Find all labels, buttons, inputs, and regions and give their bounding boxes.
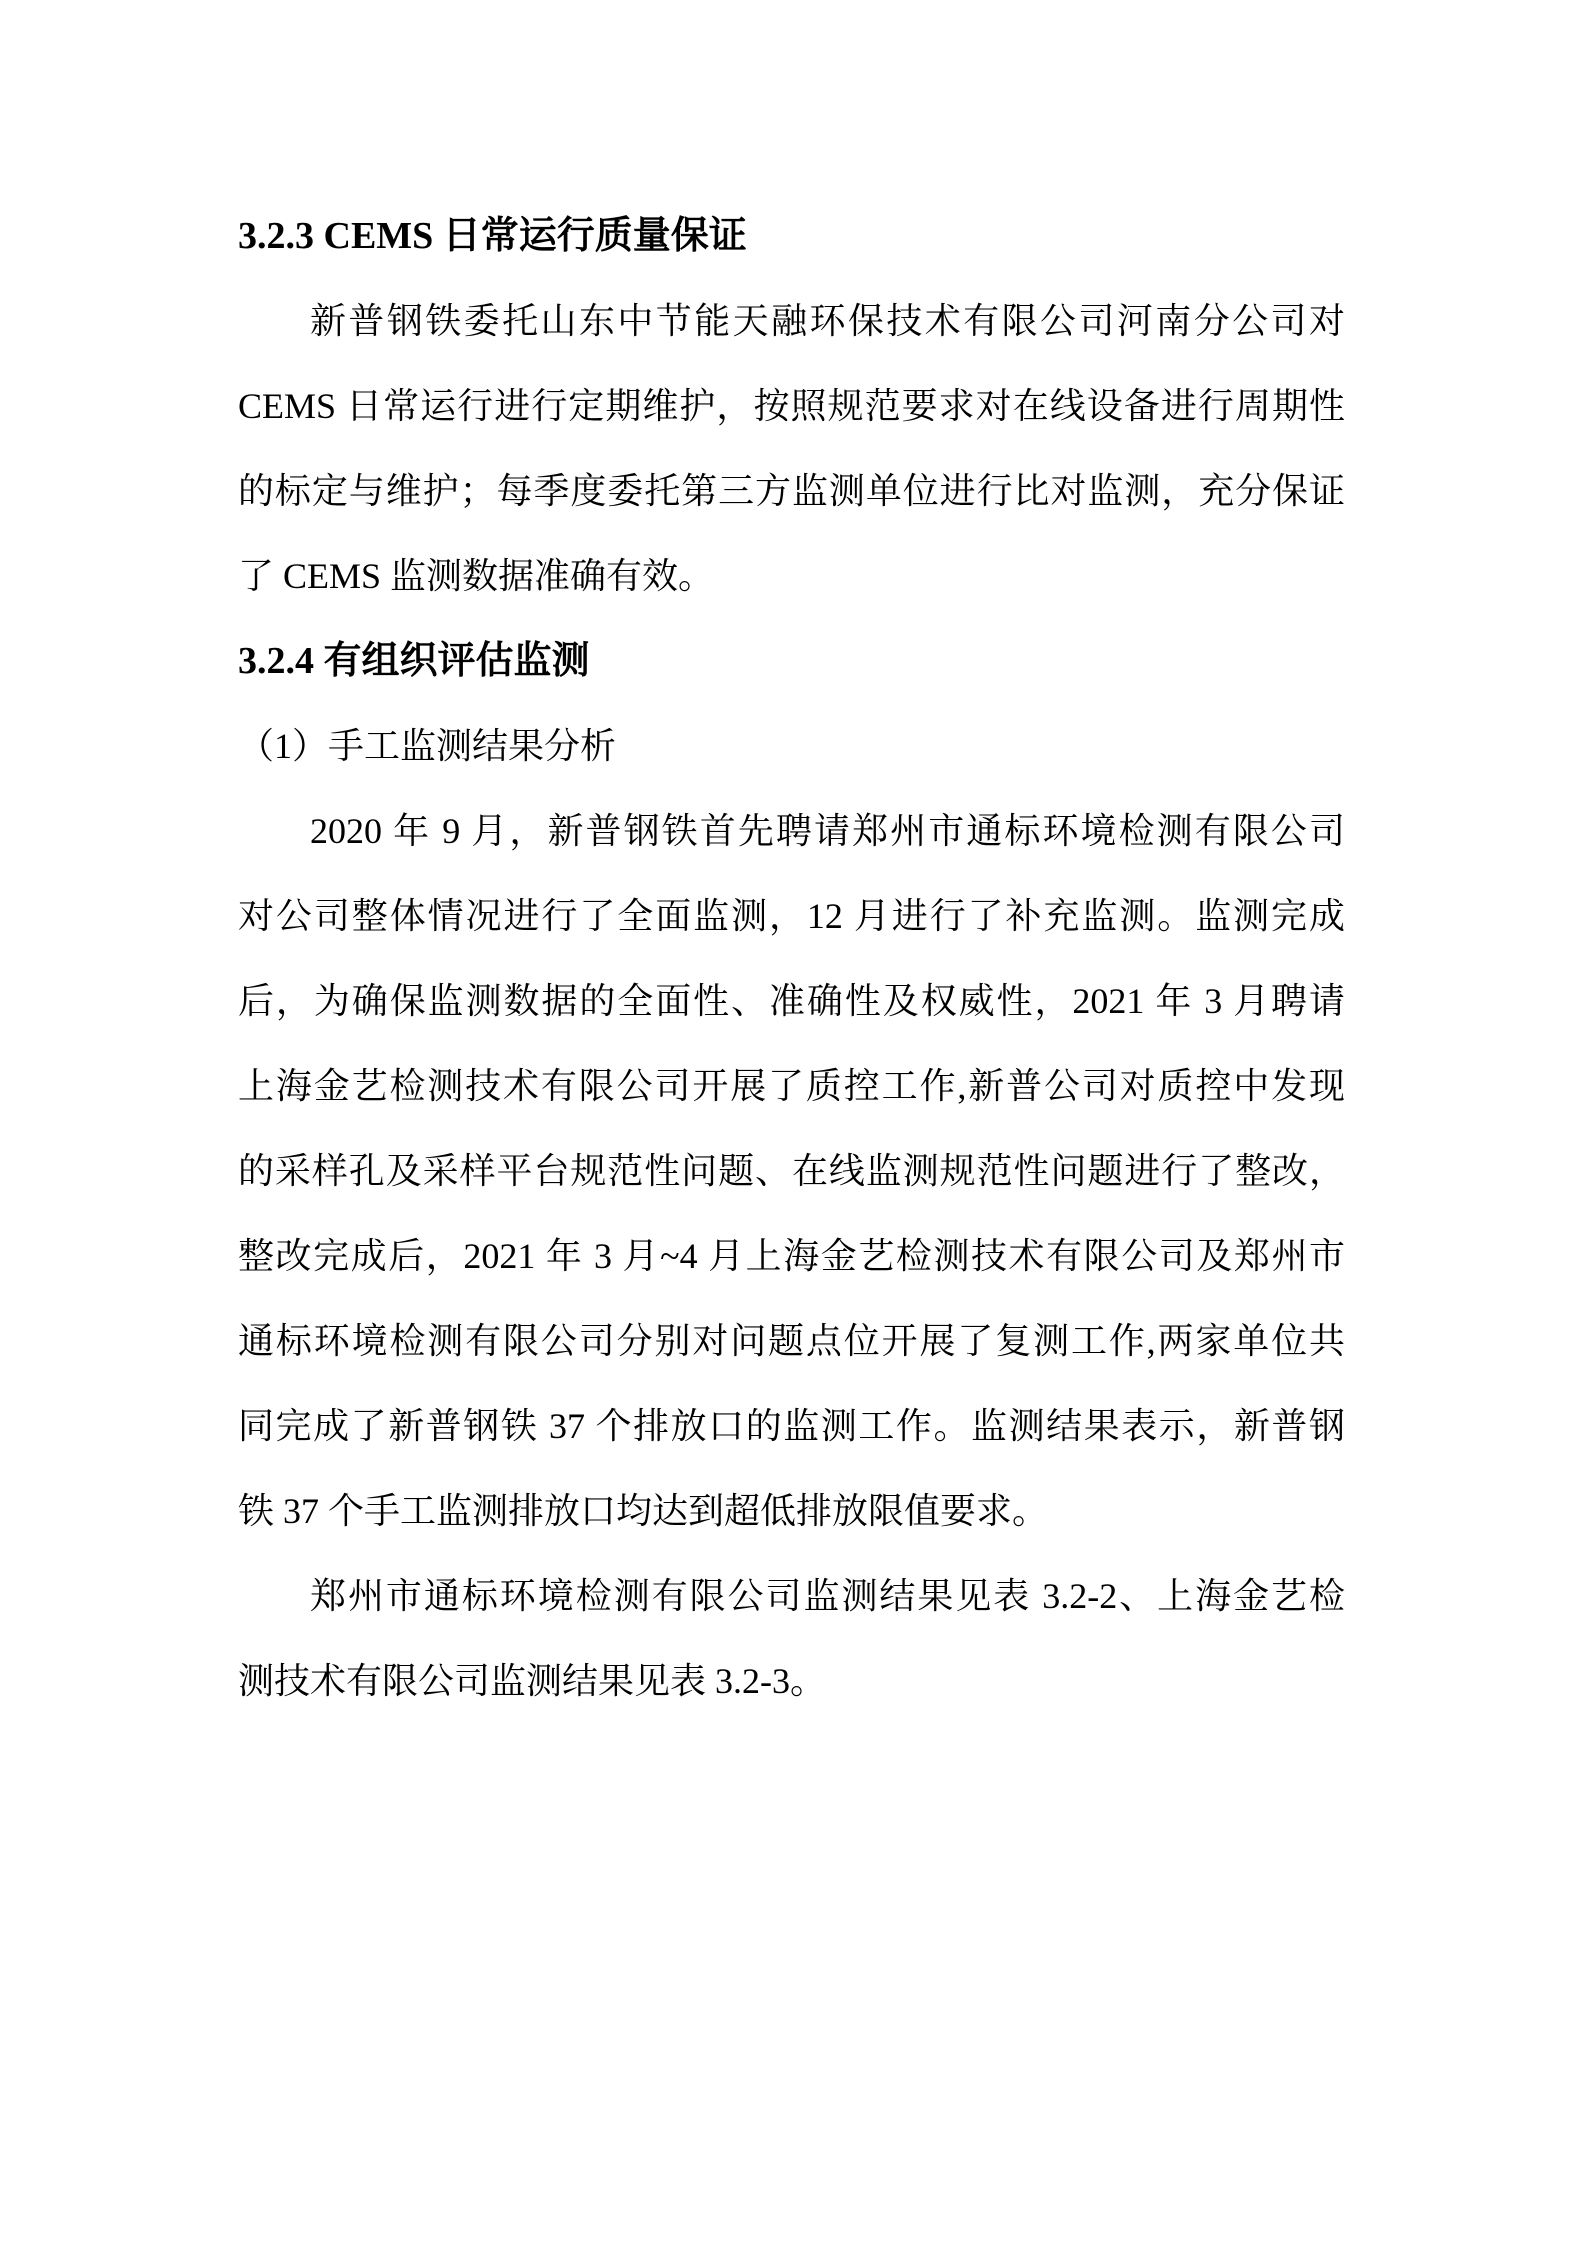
text-line: 同完成了新普钢铁 37 个排放口的监测工作。监测结果表示，新普钢 bbox=[238, 1406, 1345, 1446]
paragraph bbox=[238, 279, 1345, 619]
text-line: 了 CEMS 监测数据准确有效。 bbox=[238, 556, 715, 596]
text-line: 通标环境检测有限公司分别对问题点位开展了复测工作,两家单位共 bbox=[238, 1321, 1345, 1361]
text-line: CEMS 日常运行进行定期维护，按照规范要求对在线设备进行周期性 bbox=[238, 386, 1345, 426]
paragraph bbox=[238, 789, 1345, 1554]
text-line: 后，为确保监测数据的全面性、准确性及权威性，2021 年 3 月聘请 bbox=[238, 981, 1345, 1021]
section-heading: 3.2.4 有组织评估监测 bbox=[238, 640, 590, 682]
text-line: 测技术有限公司监测结果见表 3.2-3。 bbox=[238, 1661, 826, 1701]
text-line: 整改完成后，2021 年 3 月~4 月上海金艺检测技术有限公司及郑州市 bbox=[238, 1236, 1345, 1276]
section-heading: 3.2.3 CEMS 日常运行质量保证 bbox=[238, 215, 747, 257]
document-body bbox=[238, 194, 1345, 1724]
text-line: 上海金艺检测技术有限公司开展了质控工作,新普公司对质控中发现 bbox=[238, 1066, 1345, 1106]
text-line: 对公司整体情况进行了全面监测，12 月进行了补充监测。监测完成 bbox=[238, 896, 1345, 936]
text-line: 的采样孔及采样平台规范性问题、在线监测规范性问题进行了整改， bbox=[238, 1151, 1345, 1191]
text-line: 的标定与维护；每季度委托第三方监测单位进行比对监测，充分保证 bbox=[238, 471, 1345, 511]
paragraph bbox=[238, 1554, 1345, 1724]
text-line: 郑州市通标环境检测有限公司监测结果见表 3.2-2、上海金艺检 bbox=[310, 1576, 1345, 1616]
list-item-heading: （1）手工监测结果分析 bbox=[238, 726, 617, 766]
text-line: 铁 37 个手工监测排放口均达到超低排放限值要求。 bbox=[238, 1491, 1049, 1531]
text-line: 新普钢铁委托山东中节能天融环保技术有限公司河南分公司对 bbox=[310, 301, 1345, 341]
text-line: 2020 年 9 月，新普钢铁首先聘请郑州市通标环境检测有限公司 bbox=[310, 811, 1345, 851]
